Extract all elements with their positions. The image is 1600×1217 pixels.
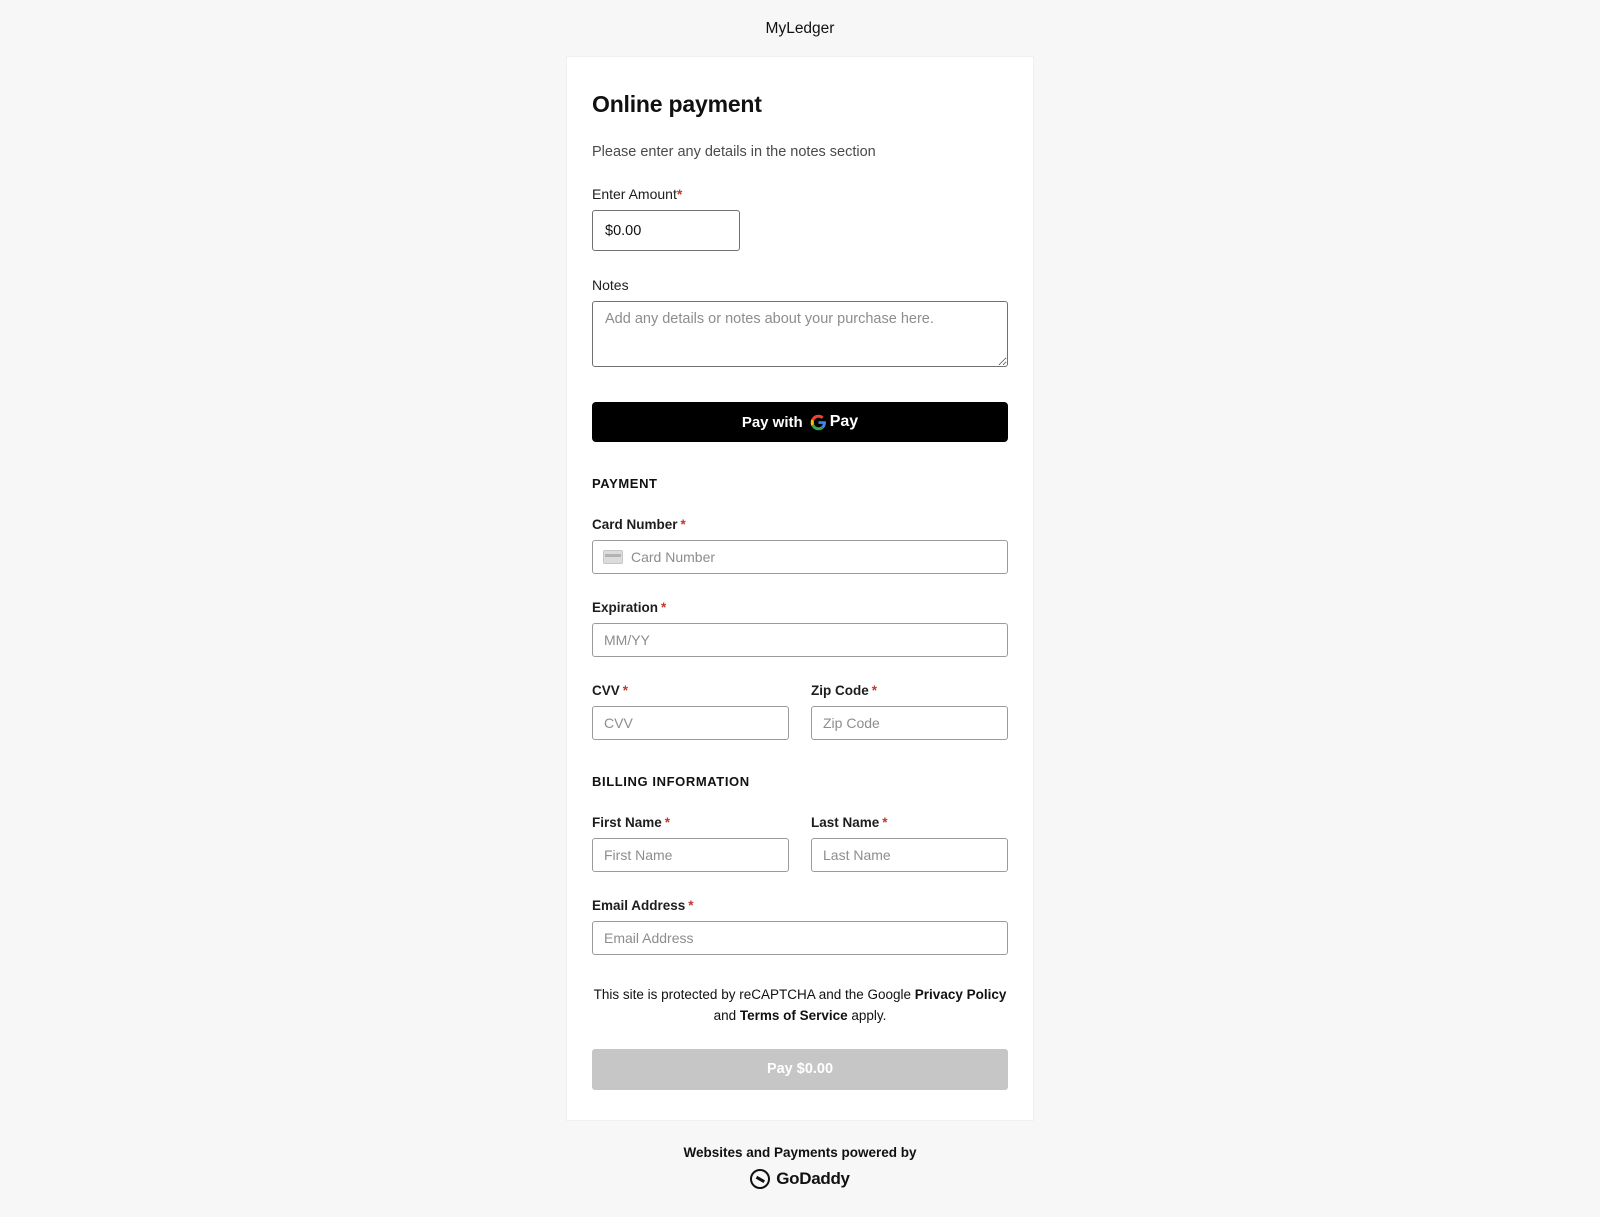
first-name-label [592,815,789,830]
notes-label: Notes [592,277,629,293]
brand-name: MyLedger [765,20,835,37]
page-footer [683,1145,916,1217]
terms-of-service-link[interactable]: Terms of Service [739,1007,848,1023]
page-title: Online payment [592,91,762,117]
google-pay-pay-text: Pay [829,413,859,430]
footer-powered-by-text: Websites and Payments powered by [683,1144,917,1160]
expiration-required-mark: * [661,600,667,615]
cvv-field [592,657,789,740]
first-name-required-mark: * [664,815,671,830]
expiration-input[interactable] [592,623,1008,657]
last-name-label-text: Last Name [811,815,880,830]
cvv-input[interactable] [592,706,789,740]
cvv-required-mark: * [622,683,629,698]
amount-label-text: Enter Amount [592,186,677,202]
last-name-input[interactable] [811,838,1008,872]
card-number-required-mark: * [680,517,686,532]
first-name-label-text: First Name [592,815,662,830]
google-pay-logo-icon [810,413,858,431]
amount-label [592,186,1008,202]
card-number-input[interactable] [592,540,1008,574]
pay-submit-button[interactable]: Pay $0.00 [592,1049,1008,1090]
legal-prefix: This site is protected by reCAPTCHA and the Google [593,987,915,1002]
notes-textarea[interactable] [592,301,1008,367]
zip-label [811,683,1008,698]
godaddy-logo [683,1169,916,1189]
expiration-label-text: Expiration [592,600,659,615]
email-required-mark: * [688,898,694,913]
card-number-field [592,540,1008,574]
legal-disclaimer [592,985,1008,1027]
zip-required-mark: * [871,683,878,698]
legal-middle: and [713,1007,740,1023]
amount-input[interactable] [592,210,740,251]
card-number-label-text: Card Number [592,517,678,532]
legal-suffix: apply. [847,1007,887,1023]
zip-input[interactable] [811,706,1008,740]
first-name-input[interactable] [592,838,789,872]
first-name-field [592,789,789,872]
brand-header [0,0,1600,56]
zip-label-text: Zip Code [811,683,869,698]
last-name-label [811,815,1008,830]
expiration-label [592,600,1008,615]
last-name-field [811,789,1008,872]
godaddy-mark-icon [750,1169,770,1189]
cvv-label [592,683,789,698]
google-pay-button[interactable] [592,402,1008,442]
payment-section-heading: PAYMENT [592,476,658,491]
cvv-zip-row [592,657,1008,740]
email-label-text: Email Address [592,898,686,913]
privacy-policy-link[interactable]: Privacy Policy [914,987,1007,1002]
godaddy-wordmark: GoDaddy [776,1168,850,1188]
credit-card-icon [603,550,623,564]
cvv-label-text: CVV [592,683,620,698]
page-subtitle: Please enter any details in the notes section [592,144,876,160]
payment-card [566,56,1034,1121]
email-input[interactable] [592,921,1008,955]
billing-section-heading: BILLING INFORMATION [592,774,750,789]
email-label [592,898,1008,913]
amount-required-mark: * [676,186,683,202]
google-g-icon [810,414,827,431]
google-pay-label: Pay with [741,413,803,431]
card-number-label [592,517,1008,532]
name-row [592,789,1008,872]
last-name-required-mark: * [882,815,888,830]
zip-field [811,657,1008,740]
